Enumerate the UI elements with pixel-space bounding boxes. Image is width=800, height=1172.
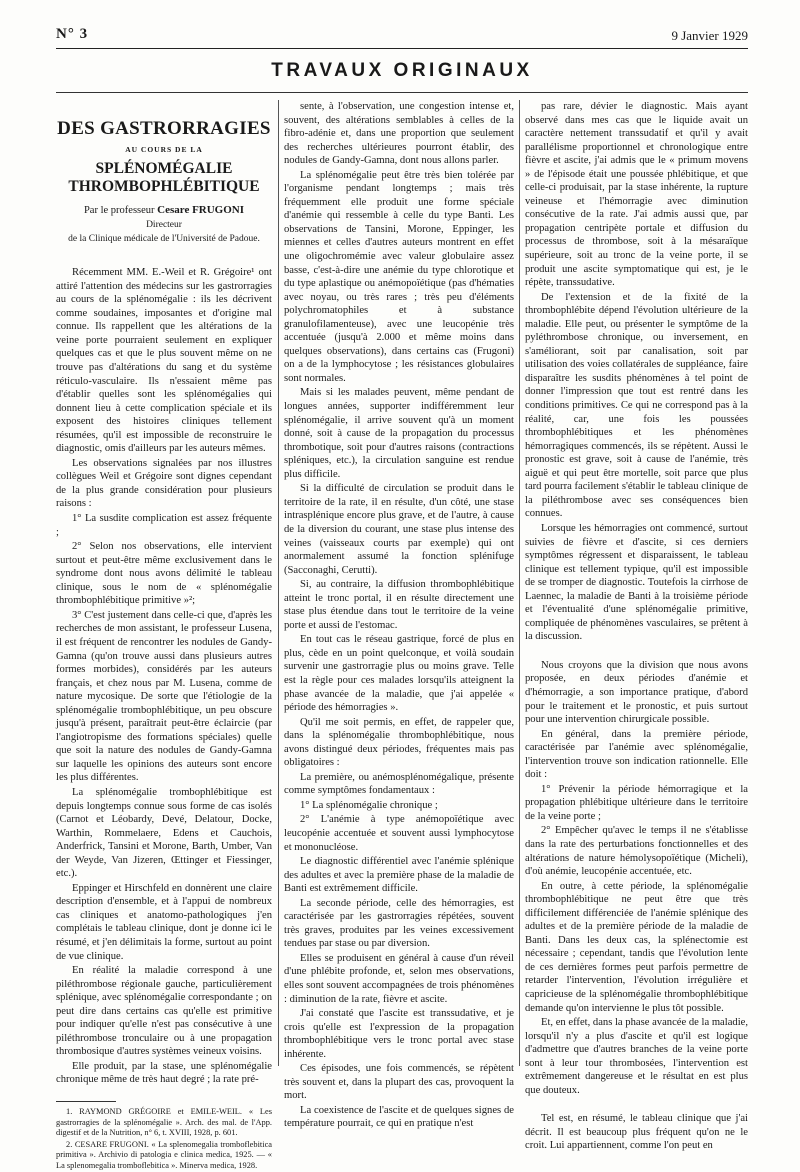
section-title: TRAVAUX ORIGINAUX: [271, 60, 533, 81]
paragraph: De l'extension et de la fixité de la thrombophlébite dépend l'évolution ultérieure de la maladie. Elle peut, ou présenter le symptôme de la pyléthrombose chronique, ou inversement, en s'améliorant, soit par canalisation, soit par utilisation des voies collatérales de suppléance, faire disparaître les susdits phénomènes à tel point de donner l'impression que tout est rentré dans les conditions primitives. Ce qui ne correspond pas à la réalité, car, une fois les poussées thrombophlébitiques et les phénomènes hémorragiques commencés, ils se répètent. Aussi le pronostic est grave, soit à cause de l'anémie, très aiguë et qui peut être mortelle, soit parce que plus tard pourra facilement s'établir le tableau clinique de la piléthrombose avec ses conséquences bien connues.: [525, 291, 748, 520]
column-3: [525, 100, 748, 1152]
article-title-connector: AU COURS DE LA: [125, 145, 203, 154]
section-rule: [56, 92, 748, 93]
header-rule: [56, 48, 748, 49]
paragraph: Le diagnostic différentiel avec l'anémie splénique des adultes et avec la première phase de la maladie de Banti est extrêmement difficile.: [284, 856, 514, 895]
column-divider: [519, 100, 520, 1066]
paragraph: Qu'il me soit permis, en effet, de rappeler que, dans la splénomégalie thrombophlébitique, nous avons distingué deux périodes, fréquentes mais pas obligatoires :: [284, 716, 514, 769]
paragraph: sente, à l'observation, une congestion intense et, souvent, des altérations semblables à celles de la fibro-adénie et, dans une proportion que seulement des recherches ultérieures pourront établir, des nodules de Gandy-Gamna, dont nous allons parler.: [284, 101, 514, 167]
paragraph: 3° C'est justement dans celle-ci que, d'après les recherches de mon assistant, le professeur Lusena, il est fréquent de rencontrer les nodules de Gandy-Gamna (qu'on trouve aussi dans plusieurs autres formes morbides), considérés par les auteurs français, et chez nous par M. Lusena, comme de nature mycosique. De sorte que l'étiologie de la splénomégalie trombophlébitique, un peu obscure jusqu'à présent, paraîtrait peut-être éclaircie (par l'angiotropisme des formations spéciales) quelle que soit la nature des nodules de Gandy-Gamna sur laquelle les opinions des auteurs sont encore les plus différentes.: [56, 609, 272, 784]
paragraph: Les observations signalées par nos illustres collègues Weil et Grégoire sont dignes cependant de la plus grande considération pour plusieurs raisons :: [56, 457, 272, 510]
issue-number: N° 3: [56, 26, 89, 42]
footnote: 2. CESARE FRUGONI. « La splenomegalia tromboflebitica primitiva ». Archivio di patologia e clinica medica, 1925. — « La splenomegalia tromboflebitica ». Minerva medica, 1928.: [56, 1139, 272, 1170]
paragraph: 2° L'anémie à type anémopoïétique avec leucopénie accentuée et souvent aussi lymphocytose et mononucléose.: [284, 814, 514, 853]
column-2: [284, 100, 514, 1130]
paragraph: En outre, à cette période, la splénomégalie thrombophlébitique ne peut être que très difficilement différenciée de l'anémie splénique des adultes et de la première période de la maladie de Banti. Dans les deux cas, la splénectomie est nécessaire ; cependant, tandis que l'évolution lente de ces dernières formes peut parfois permettre de retarder l'intervention, l'évolution irrégulière et capricieuse de la splénomégalie thrombophlébitique demande qu'on intervienne le plus tôt possible.: [525, 880, 748, 1014]
running-head: [56, 26, 748, 46]
paragraph: 2° Selon nos observations, elle intervient surtout et peut-être même exclusivement dans le syndrome dont nous avons délimité le tableau clinique, sous le nom de « splénomégalie thrombophlébitique primitive »²;: [56, 541, 272, 607]
column-3-body: [525, 100, 748, 1153]
paragraph: 1° Prévenir la période hémorragique et la propagation phlébitique ultérieure dans le territoire de la veine porte ;: [525, 783, 748, 822]
paragraph: Eppinger et Hirschfeld en donnèrent une claire description d'ensemble, et à l'appui de nombreux cas cliniques et anatomo-pathologiques j'en complétais le tableau clinique, dont je donne ici le résumé, et j'en délimitais la forme, surtout au point de vue clinique.: [56, 882, 272, 962]
paragraph: En tout cas le réseau gastrique, forcé de plus en plus, cède en un point quelconque, et voilà soudain survenir une gastrorragie plus ou moins grave. Telle est la règle pour ces malades lorsqu'ils atteignent la phase avancée de la maladie, que j'ai appelée « période des hémorragies ».: [284, 634, 514, 714]
column-1-body: [56, 266, 272, 1087]
paragraph: La coexistence de l'ascite et de quelques signes de température pourrait, ce qui en pratique n'est: [284, 1104, 514, 1130]
paragraph: La splénomégalie peut être très bien tolérée par l'organisme pendant longtemps ; mais très fréquemment elle produit une forme spéciale d'anémie qui ressemble à celle du type Banti. Les observations de Tansini, Morone, Eppinger, les miennes et celles d'autres auteurs montrent en effet une oligochromémie avec valeur globulaire assez basse, c'est-à-dire une anémie du type chlorotique et du type aplastique ou anémopoïétique (pas d'hématies avec noyau, ou très rares ; très peu d'éléments polychromatophiles et à substance granulofilamenteuse), avec une leucopénie très accentuée (jusqu'à 2.000 et même moins dans quelques observations), dans certains cas (Frugoni) on a de la lymphocytose ; les résistances globulaires sont normales.: [284, 169, 514, 384]
paragraph: J'ai constaté que l'ascite est transsudative, et je crois qu'elle est l'expression de la propagation thrombophlébitique vers le tronc portal avec stase inhérente.: [284, 1008, 514, 1060]
paragraph: 1° La susdite complication est assez fréquente ;: [56, 513, 272, 538]
byline-prefix: Par le professeur: [83, 204, 155, 216]
paragraph: Tel est, en résumé, le tableau clinique que j'ai décrit. Il est beaucoup plus fréquent qu'on ne le croit. Lui appartiennent, comme l'on peut en: [525, 1113, 748, 1152]
column-2-body: [284, 100, 514, 1131]
paragraph: Elle produit, par la stase, une splénomégalie chronique même de très haut degré ; la rate pré-: [56, 1060, 272, 1086]
article-title: DES GASTRORRAGIES: [57, 118, 271, 139]
paragraph: Si la difficulté de circulation se produit dans le territoire de la rate, il en résulte, d'un côté, une stase intrasplénique encore plus grave, et de l'autre, à cause de la diversion du courant, une stase plus intense des veines (vaisseaux courts par exemple) qui ont anormalement assumé la fonction splénifuge (Sacconaghi, Cerutti).: [284, 483, 514, 576]
footnotes: [56, 1107, 272, 1172]
paragraph: 2° Empêcher qu'avec le temps il ne s'établisse dans la rate des perturbations fonctionnelles et des altérations de nature hémolysopoïétique (Micheli), d'où anémie, leucopénie accentuée, etc.: [525, 825, 748, 878]
paragraph: Si, au contraire, la diffusion thrombophlébitique atteint le tronc portal, il en résulte directement une stase plus étendue dans tout le territoire de la veine porte et aussi de l'estomac.: [284, 579, 514, 631]
paragraph: Nous croyons que la division que nous avons proposée, en deux périodes d'anémie et d'hémorragie, a son importance pratique, d'abord pour le traitement et le pronostic, et puis surtout pour une intervention chirurgicale possible.: [525, 659, 748, 726]
paragraph: Lorsque les hémorragies ont commencé, surtout suivies de fièvre et d'ascite, si ces derniers symptômes régressent et disparaissent, le tableau clinique est tellement typique, qu'il est impossible de se tromper de diagnostic. Toutefois la cirrhose de Laennec, la maladie de Banti à la troisième période et l'éventualité d'une splénomégalie primitive, compliquée de phénomènes vasculaires, se prêtent à la discussion.: [525, 522, 748, 643]
paragraph: La première, ou anémosplénomégalique, présente comme symptômes fondamentaux :: [284, 771, 514, 797]
paragraph: En réalité la maladie correspond à une piléthrombose régionale gauche, particulièrement splénique, avec splénomégalie correspondante ; on peut dire dans certains cas qu'elle est primitive pour indiquer qu'elle n'est pas consécutive à une piléthrombose tronculaire ou à une propagation thrombosique d'autres systèmes veineux voisins.: [56, 965, 272, 1058]
paragraph: Elles se produisent en général à cause d'un réveil d'une phlébite profonde, et, selon mes observations, elles sont souvent accompagnées de trois phénomènes : diminution de la rate, fièvre et ascite.: [284, 952, 514, 1005]
author-name: Cesare FRUGONI: [157, 203, 245, 216]
footnote-rule: [56, 1101, 116, 1102]
paragraph: Ces épisodes, une fois commencés, se répètent très souvent et, dans la plupart des cas, provoquent la mort.: [284, 1063, 514, 1102]
paragraph: La splénomégalie trombophlébitique est depuis longtemps connue sous forme de cas isolés (Carnot et Léobardy, Devé, Delatour, Docke, Warthin, Rommelaere, Edens et Cauchois, Anderfrick, Tansini et Morone, Barth, Umber, Van der Weyde, Van Jizeren, Œttinger et Fiessinger, etc.).: [56, 786, 272, 880]
paragraph-gap: [525, 1098, 748, 1112]
paragraph: Mais si les malades peuvent, même pendant de longues années, supporter indifféremment leur splénomégalie, il arrive souvent qu'à un moment donné, soit à cause de la propagation du processus thrombotique, soit pour d'autres raisons (contractions spléniques, etc.), la circulation sanguine est rendue plus difficile.: [284, 387, 514, 480]
footnote: 1. RAYMOND GRÉGOIRE et EMILE-WEIL. « Les gastrorragies de la splénomégalie ». Arch. des mal. de l'App. digestif et de la Nutrition, n° 6, t. XVIII, 1928, p. 601.: [56, 1107, 272, 1138]
paragraph-gap: [525, 645, 748, 659]
column-divider: [278, 100, 279, 1066]
column-1: [56, 100, 272, 1170]
paragraph: En général, dans la première période, caractérisée par l'anémie avec splénomégalie, l'intervention trouve son indication rationnelle. Elle doit :: [525, 728, 748, 781]
issue-date: 9 Janvier 1929: [671, 28, 748, 43]
author-affiliation: de la Clinique médicale de l'Université de Padoue.: [68, 233, 260, 244]
paragraph: Et, en effet, dans la phase avancée de la maladie, lorsqu'il n'y a plus d'ascite et qu'il est logique d'admettre que d'autres branches de la veine porte sont à leur tour thrombosées, l'intervention est extrêmement dangereuse et le résultat en est plus que douteux.: [525, 1017, 748, 1096]
byline: [56, 204, 272, 218]
paragraph: Récemment MM. E.-Weil et R. Grégoire¹ ont attiré l'attention des médecins sur les gastrorragies au cours de la splénomégalie : ils les décrivent comme soudaines, imposantes et d'origine mal connue. Ils rappellent que les altérations de la veine porte pourraient seulement en expliquer quelques cas et que le plus souvent même on ne trouve pas d'altérations du sang et du système réticulo-vasculaire. Ils n'essaient même pas d'établir quelles sont les splénomégalies qui donnent lieu à cette complication spéciale et ils exposent des histoires cliniques tellement résumées, qu'il est impossible de reconstruire le diagnostic, omis d'ailleurs par les auteurs mêmes.: [56, 267, 272, 455]
paragraph: pas rare, dévier le diagnostic. Mais ayant observé dans mes cas que le liquide avait un caractère nettement transsudatif et qu'il y avait parallélisme proportionnel et chronologique entre fièvre et ascite, j'ai admis que le « primum movens » de l'épisode était une poussée phlébitique, et que celle-ci produisait, par la stase inhérente, la rupture veineuse et l'hémorragie avec diminution consécutive de la rate. J'ai admis aussi que, par propagation centripète portale et diffusion du processus de thrombose, soit à la mésaraïque supérieure, soit au tronc de la veine porte, il se produit une ascite symptomatique qui est, je le répète, transsudative.: [525, 101, 748, 289]
author-role: Directeur: [146, 220, 182, 231]
paragraph: 1° La splénomégalie chronique ;: [300, 799, 438, 811]
article-title-line2: SPLÉNOMÉGALIE THROMBOPHLÉBITIQUE: [68, 159, 260, 195]
paragraph: La seconde période, celle des hémorragies, est caractérisée par les gastrorragies répétées, souvent très graves, produites par les veines excessivement tendues par stase ou par diversion.: [284, 897, 514, 950]
